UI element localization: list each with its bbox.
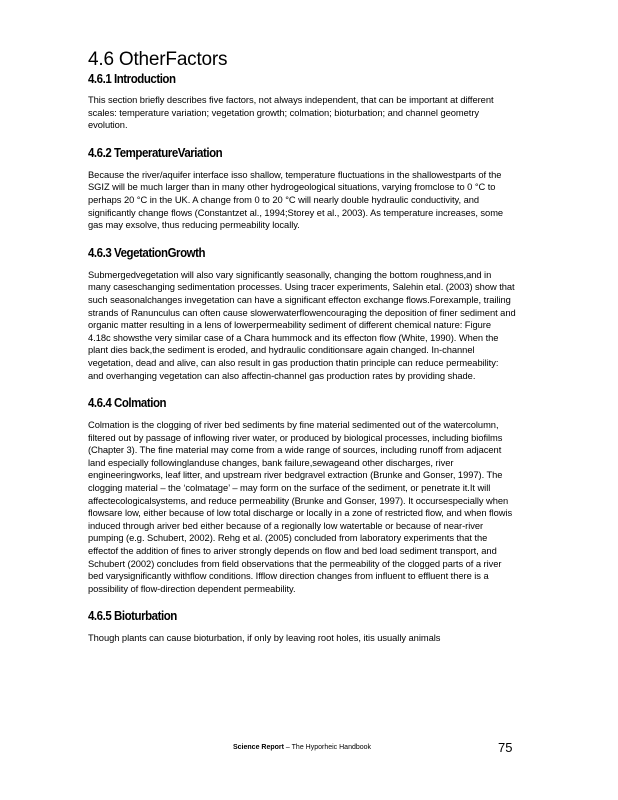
subsection-heading-colmation: 4.6.4 Colmation bbox=[88, 396, 167, 411]
page-number: 75 bbox=[498, 740, 513, 755]
subsection-heading-vegetation: 4.6.3 VegetationGrowth bbox=[88, 245, 206, 260]
page-footer bbox=[0, 740, 618, 760]
paragraph-colmation: Colmation is the clogging of river bed sediments by fine material sedimented out of the watercolumn, filtered out by passage of inflowing river water, or produced by biological processes, including biofilms (Chapter 3). The fine material may come from a wide range of sources, including runoff from adjacent land especially followinglanduse changes, bank failure,sewageand other discharges, river engineeringworks, leaf litter, and upstream river bedgravel extraction (Brunke and Gonser, 1997). The clogging material – the ‘colmatage’ – may form on the surface of the sediment, or penetrate it.It will affectecologicalsystems, and reduce permeability (Brunke and Gonser, 1997). It occursespecially when flowsare low, either because of low total discharge or locally in a zone of restricted flow, and when flowis induced through ariver bed either because of a regionally low watertable or because of near-river pumping (e.g. Schubert, 2002). Rehg et al. (2005) concluded from laboratory experiments that the effectof the addition of fines to ariver strongly depends on flow and bed load sediment transport, and Schubert (2002) concludes from field observations that the permeability of the clogged parts of a river bed varysignificantly withflow conditions. Ifflow direction changes from influent to effluent there is a possibility of flow-direction dependent permeability. bbox=[88, 420, 513, 594]
paragraph-bioturbation: Though plants can cause bioturbation, if only by leaving root holes, itis usually animals bbox=[88, 633, 441, 644]
footer-report-title bbox=[233, 744, 371, 751]
footer-report-label: Science Report bbox=[233, 744, 284, 751]
footer-separator: – bbox=[285, 744, 290, 751]
subsection-heading-bioturbation: 4.6.5 Bioturbation bbox=[88, 609, 177, 624]
paragraph-vegetation: Submergedvegetation will also vary significantly seasonally, changing the bottom roughness,and in many caseschanging sedimentation processes. Using tracer experiments, Salehin etal. (2003) show that such seasonalchanges invegetation can have a significant effecton exchange flows.Forexample, trailing strands of Ranunculus can often cause slowerwaterflowencouraging the deposition of finer sediment and organic matter resulting in a lens of lowerpermeability sediment of different chemical nature: Figure 4.18c showsthe very similar case of a Chara hummock and its effecton flow (White, 1990). When the plant dies back,the sediment is eroded, and hydraulic conditionsare again changed. In-channel vegetation, dead and alive, can also result in gas production thatin principle can reduce permeability: and overhanging vegetation can also affectin-channel gas production rates by providing shade. bbox=[88, 269, 516, 381]
section-title: 4.6 OtherFactors bbox=[88, 49, 228, 70]
document-page bbox=[88, 48, 516, 645]
paragraph-temperature: Because the river/aquifer interface isso shallow, temperature fluctuations in the shallowestparts of the SGIZ will be much larger than in many other hydrogeological situations, varying fromclose to 0 °C to perhaps 20 °C in the UK. A change from 0 to 20 °C will nearly double hydraulic conductivity, and significantly change flows (Constantzet al., 1994;Storey et al., 2003). As temperature increases, some gas may exsolve, thus reducing permeability locally. bbox=[88, 169, 504, 231]
paragraph-introduction: This section briefly describes five factors, not always independent, that can be important at different scales: temperature variation; vegetation growth; colmation; bioturbation; and channel geometry evolution. bbox=[88, 95, 494, 131]
subsection-heading-introduction: 4.6.1 Introduction bbox=[88, 72, 176, 86]
subsection-heading-temperature: 4.6.2 TemperatureVariation bbox=[88, 145, 223, 160]
footer-handbook: The Hyporheic Handbook bbox=[291, 744, 372, 751]
